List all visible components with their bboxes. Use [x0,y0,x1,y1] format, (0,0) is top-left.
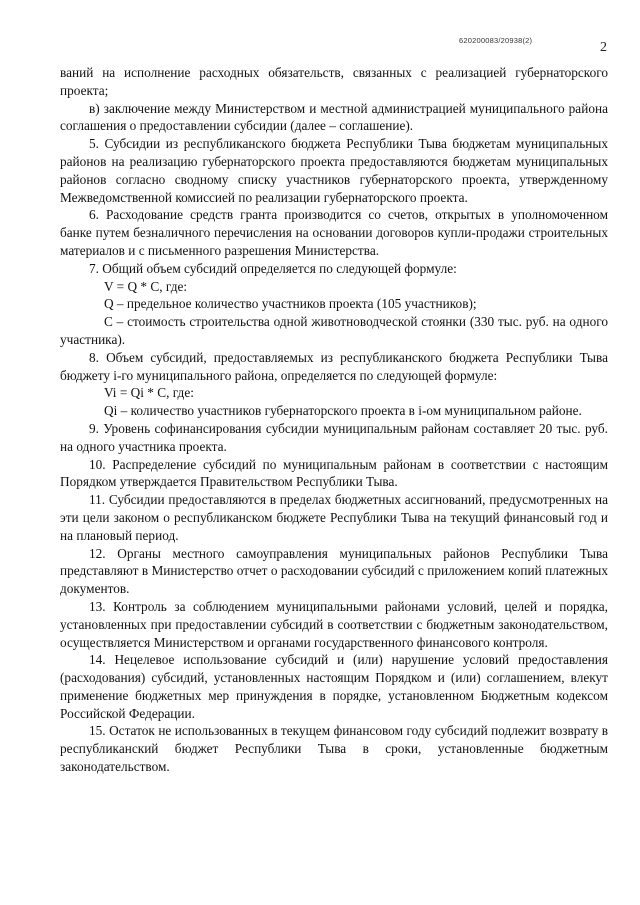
paragraph-9: 9. Уровень софинансирования субсидии муниципальным районам составляет 20 тыс. руб. на одного участника проекта. [60,420,608,454]
paragraph-10: 10. Распределение субсидий по муниципальным районам в соответствии с настоящим Порядком утверждается Правительством Республики Тыва. [60,456,608,490]
paragraph-14: 14. Нецелевое использование субсидий и (или) нарушение условий предоставления (расходования) субсидий, установленных настоящим Порядком и (или) соглашением, влекут применение бюджетных мер принуждения в порядке, установленном Бюджетным кодексом Российской Федерации. [60,652,608,721]
formula-total: V = Q * C, где: [104,278,188,294]
document-body [60,64,608,776]
paragraph-continuation: ваний на исполнение расходных обязательств, связанных с реализацией губернаторского проекта; [60,65,608,98]
paragraph-clause-v: в) заключение между Министерством и местной администрацией муниципального района соглашения о предоставлении субсидии (далее – соглашение). [60,100,608,134]
definition-qi: Qi – количество участников губернаторского проекта в i-ом муниципальном районе. [104,403,582,419]
paragraph-7: 7. Общий объем субсидий определяется по следующей формуле: [89,260,457,276]
paragraph-6: 6. Расходование средств гранта производится со счетов, открытых в уполномоченном банке путем безналичного перечисления на основании договоров купли-продажи строительных материалов и с письменного разрешения Министерства. [60,207,608,258]
paragraph-8: 8. Объем субсидий, предоставляемых из республиканского бюджета Республики Тыва бюджету i-го муниципального района, определяется по следующей формуле: [60,349,608,383]
page-number: 2 [600,40,607,55]
document-code: 620200083/20938(2) [459,36,533,45]
paragraph-13: 13. Контроль за соблюдением муниципальными районами условий, целей и порядка, установленных при предоставлении субсидий в соответствии с бюджетным законодательством, осуществляется Министерством и органами государственного финансового контроля. [60,598,608,650]
paragraph-15: 15. Остаток не использованных в текущем финансовом году субсидий подлежит возврату в республиканский бюджет Республики Тыва в сроки, установленные бюджетным законодательством. [60,723,608,775]
paragraph-5: 5. Субсидии из республиканского бюджета Республики Тыва бюджетам муниципальных районов на реализацию губернаторского проекта предоставляются бюджетам муниципальных районов согласно сводному списку участников губернаторского проекта, утвержденному Межведомственной комиссией по реализации губернаторского проекта. [60,136,608,205]
paragraph-11: 11. Субсидии предоставляются в пределах бюджетных ассигнований, предусмотренных на эти цели законом о республиканском бюджете Республики Тыва на текущий финансовый год и на плановый период. [60,492,608,543]
paragraph-12: 12. Органы местного самоуправления муниципальных районов Республики Тыва представляют в Министерство отчет о расходовании субсидий с приложением копий платежных документов. [60,545,608,597]
definition-q: Q – предельное количество участников проекта (105 участников); [104,296,477,312]
definition-c: C – стоимость строительства одной животноводческой стоянки (330 тыс. руб. на одного участника). [60,314,608,347]
formula-district: Vi = Qi * C, где: [104,385,194,401]
